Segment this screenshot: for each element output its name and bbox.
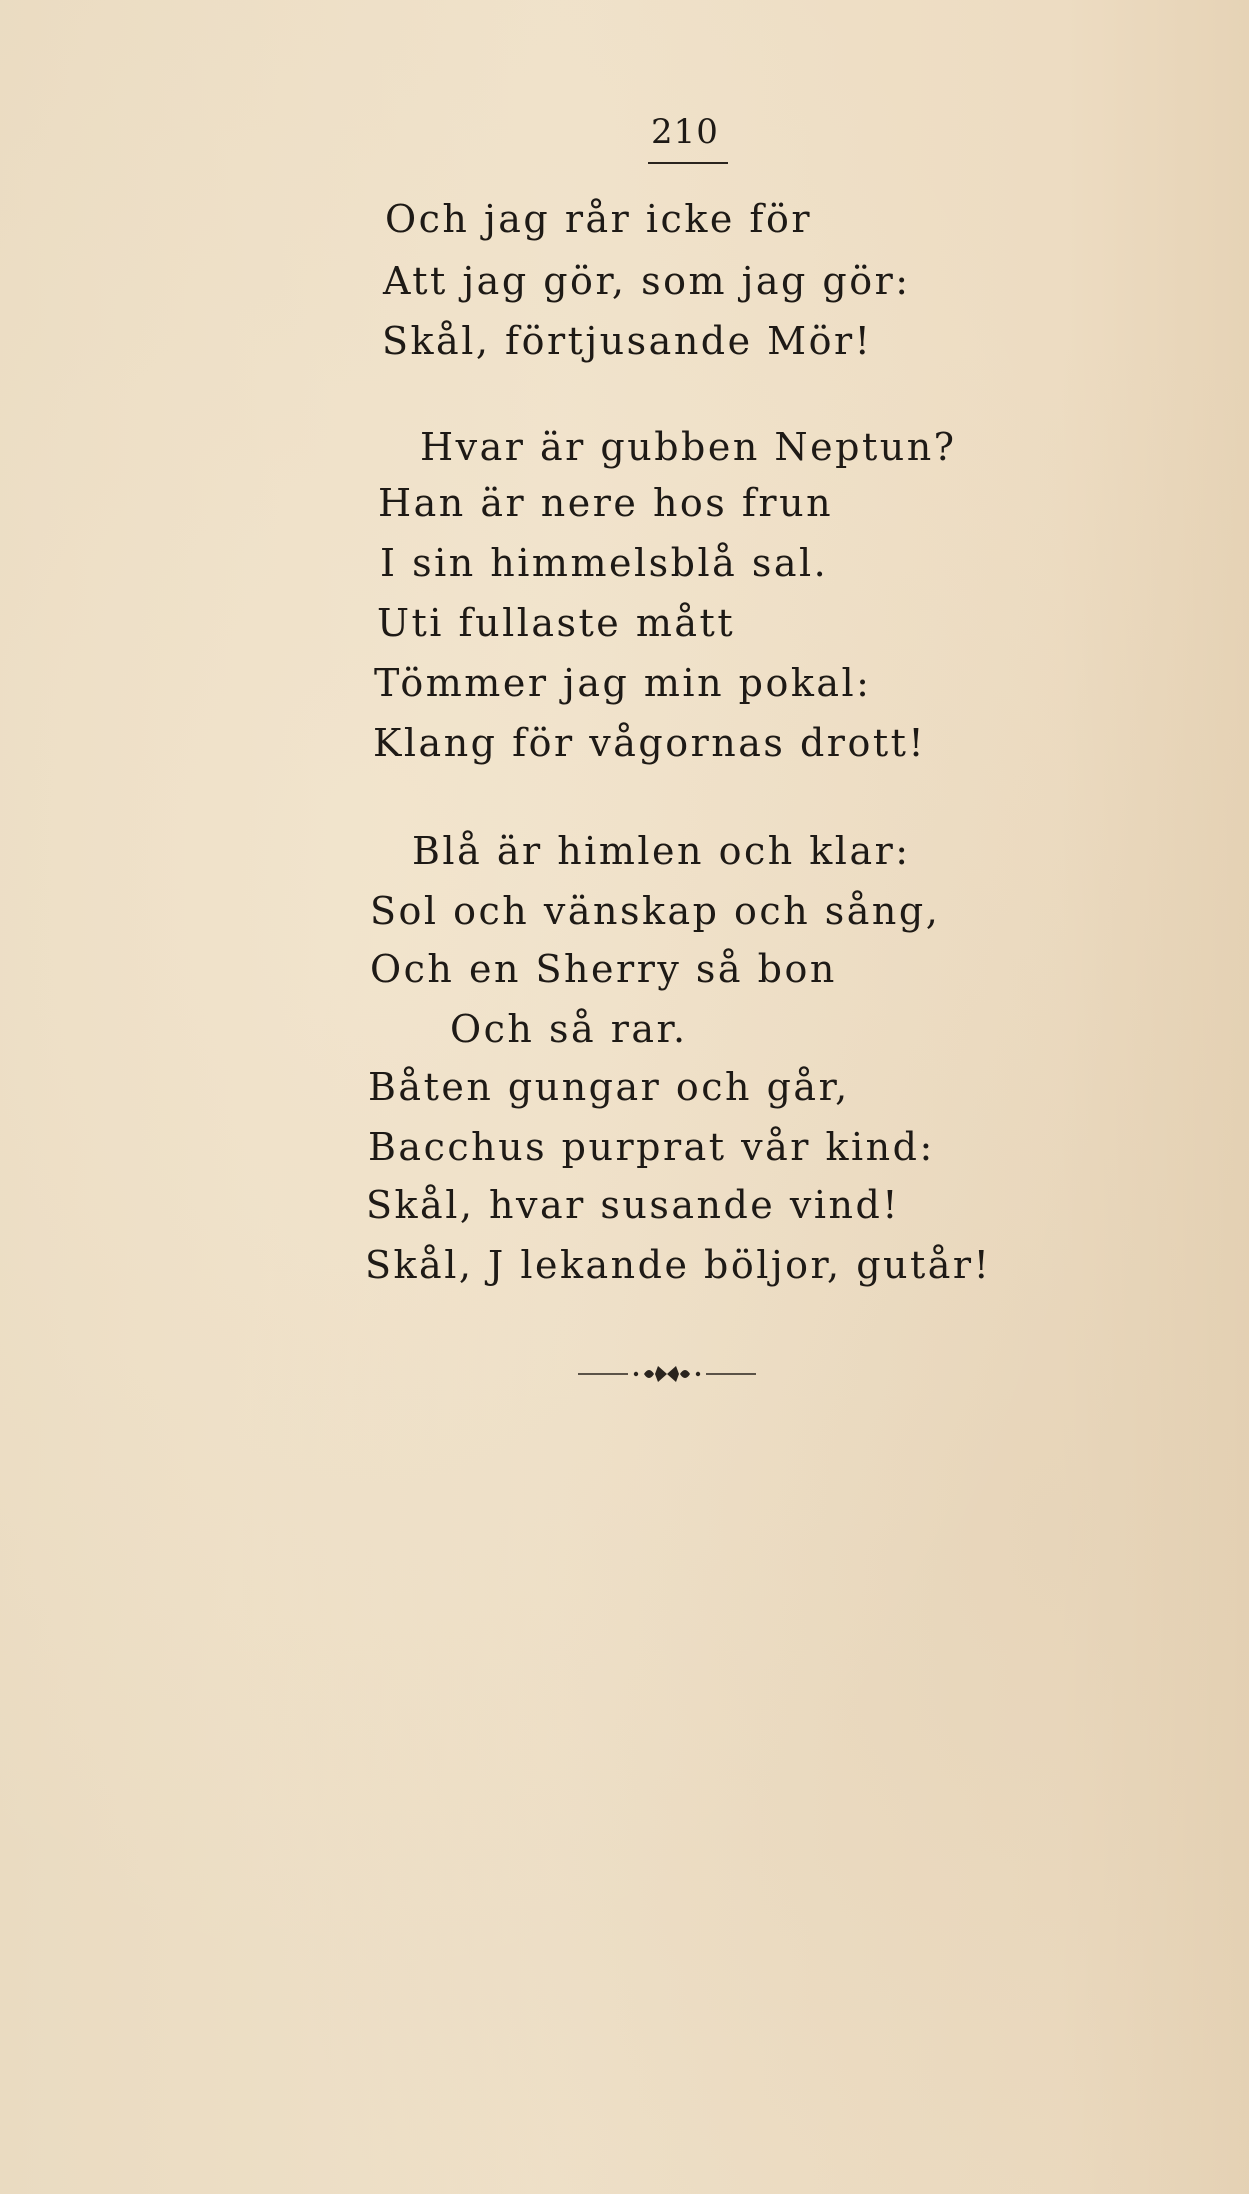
poem-line: Och en Sherry så bon — [370, 947, 837, 991]
poem-line: Klang för vågornas drott! — [373, 721, 927, 765]
poem-line: Skål, J lekande böljor, gutår! — [365, 1243, 992, 1287]
poem-line: Och jag rår icke för — [385, 197, 813, 241]
page-number-rule — [648, 162, 728, 164]
poem-line: Hvar är gubben Neptun? — [420, 425, 957, 469]
poem-line: Han är nere hos frun — [378, 481, 834, 525]
poem-line: Sol och vänskap och sång, — [370, 889, 941, 933]
poem-line: Uti fullaste mått — [377, 601, 736, 645]
poem-line: Att jag gör, som jag gör: — [383, 259, 911, 303]
poem-line: Skål, hvar susande vind! — [366, 1183, 901, 1227]
poem-line: Skål, förtjusande Mör! — [382, 319, 873, 363]
poem-line: Och så rar. — [450, 1007, 688, 1051]
poem-line: I sin himmelsblå sal. — [380, 541, 829, 585]
poem-line: Båten gungar och går, — [368, 1065, 850, 1109]
page-number: 210 — [651, 112, 719, 152]
fleuron-divider-icon — [578, 1362, 756, 1386]
poem-line: Tömmer jag min pokal: — [374, 661, 872, 705]
poem-line: Bacchus purprat vår kind: — [368, 1125, 935, 1169]
poem-line: Blå är himlen och klar: — [412, 829, 911, 873]
